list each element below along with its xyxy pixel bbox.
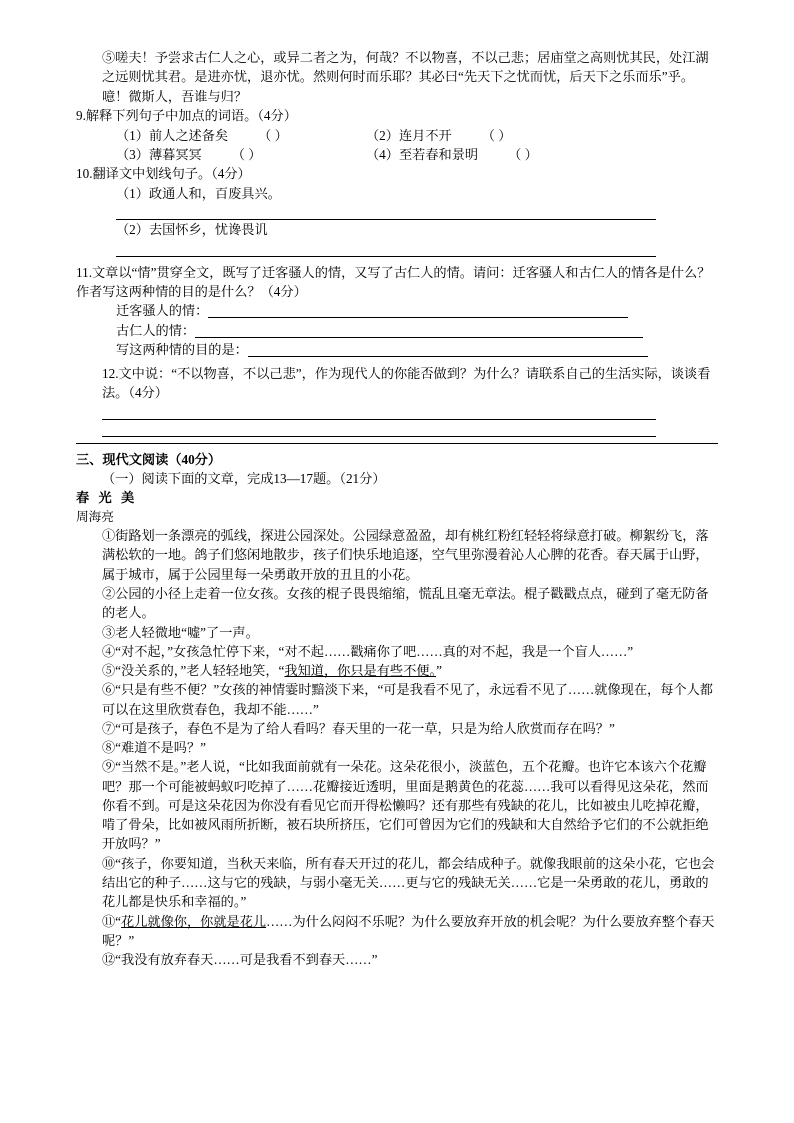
q9-item-1-paren[interactable]: （ ） (258, 127, 288, 143)
document-body (76, 48, 718, 969)
article-paragraph-3: ③老人轻微地“嘘”了一声。 (102, 624, 259, 640)
article-paragraph-7: ⑦“可是孩子，春色不是为了给人看吗？春天里的一花一草，只是为给人欣赏而存在吗？” (102, 720, 615, 736)
question-12-stem: 12.文中说：“不以物喜，不以己悲”，作为现代人的你能否做到？为什么？请联系自己的生活实际，谈谈看法。（4分） (102, 365, 711, 401)
q12-answer-line-2[interactable] (102, 421, 656, 437)
q11-field-1-line[interactable] (208, 304, 628, 318)
q11-field-2-line[interactable] (195, 324, 643, 338)
article-paragraph-9: ⑨“当然不是。”老人说，“比如我面前就有一朵花。这朵花很小，淡蓝色，五个花瓣。也许它本该六个花瓣吧？那一个可能被蚂蚁叼吃掉了……花瓣接近透明，里面是鹅黄色的花蕊……我可以看得见这朵花，然而你看不到。可是这朵花因为你没有看见它而开得松懒吗？还有那些有残缺的花儿，比如被虫儿吃掉花瓣，啃了骨朵，比如被风雨所折断，被石块所挤压，它们可曾因为它们的残缺和大自然给予它们的不公就拒绝开放吗？” (102, 759, 709, 852)
section-3-title: 三、现代文阅读（40分） (76, 451, 222, 467)
question-10-stem: 10.翻译文中划线句子。（4分） (76, 166, 251, 182)
section-divider (76, 443, 718, 444)
article-paragraph-12: ⑫“我没有放弃春天……可是我看不到春天……” (102, 952, 378, 968)
q10-item-1: （1）政通人和，百废具兴。 (116, 185, 281, 201)
q11-field-1 (76, 301, 718, 320)
question-9-stem: 9.解释下列句子中加点的词语。（4分） (76, 108, 297, 124)
q11-field-3 (76, 340, 718, 359)
article-paragraph-6: ⑥“只是有些不便？”女孩的神情霎时黯淡下来，“可是我看不见了，永远看不见了……就像现在，每个人都可以在这里欣赏春色，我却不能……” (102, 682, 713, 717)
q9-item-2-label: （2）连月不开 (366, 127, 452, 143)
classical-passage-q8: ⑤嗟夫！予尝求古仁人之心，或异二者之为，何哉？不以物喜，不以己悲；居庙堂之高则忧其民，处江湖之远则忧其君。是进亦忧，退亦忧。然则何时而乐耶？其必曰“先天下之忧而忧，后天下之乐而乐”乎。噫！微斯人，吾谁与归？ (102, 50, 709, 104)
article-paragraph-10: ⑩“孩子，你要知道，当秋天来临，所有春天开过的花儿，都会结成种子。就像我眼前的这朵小花，它也会结出它的种子……这与它的残缺，与弱小毫无关……更与它的残缺无关……它是一朵勇敢的花儿，勇敢的花儿都是快乐和幸福的。” (102, 855, 715, 910)
underlined-sentence-2: 花儿就像你，你就是花儿 (121, 913, 267, 929)
question-9-row-2 (76, 145, 718, 164)
article-paragraph-2: ②公园的小径上走着一位女孩。女孩的棍子畏畏缩缩，慌乱且毫无章法。棍子戳戳点点，碰到了毫无防备的老人。 (102, 586, 709, 621)
underlined-sentence-1: 我知道，你只是有些不便。 (284, 663, 437, 679)
q11-field-3-label: 写这两种情的目的是： (116, 342, 248, 358)
question-11-stem: 11.文章以“情”贯穿全文，既写了迁客骚人的情，又写了古仁人的情。请问：迁客骚人和古仁人的情各是什么？作者写这两种情的目的是什么？（4分） (76, 264, 711, 300)
q9-item-4-label: （4）至若春和景明 (366, 147, 479, 163)
q9-item-4-paren[interactable]: （ ） (508, 147, 538, 163)
q9-item-3-paren[interactable]: （ ） (231, 147, 262, 163)
q11-field-2-label: 古仁人的情： (116, 322, 196, 338)
article-paragraph-11: ⑪“花儿就像你，你就是花儿……为什么闷闷不乐呢？为什么要放弃开放的机会呢？为什么要放弃整个春天呢？” (102, 913, 715, 948)
article-title: 春 光 美 (76, 490, 138, 506)
q11-field-2 (76, 321, 718, 340)
q11-field-1-label: 迁客骚人的情： (116, 303, 209, 319)
question-9-row-1 (76, 126, 718, 145)
article-author: 周海亮 (76, 509, 114, 524)
q9-item-2-paren[interactable]: （ ） (481, 127, 512, 143)
q10-answer-line-2[interactable] (116, 241, 656, 257)
q10-item-2: （2）去国怀乡，忧谗畏讥 (116, 222, 268, 238)
q12-answer-line-1[interactable] (102, 404, 656, 420)
q9-item-3-label: （3）薄暮冥冥 (116, 147, 202, 163)
q9-item-1-label: （1）前人之述备矣 (116, 127, 229, 143)
article-paragraph-5: ⑤“没关系的，”老人轻轻地笑，“我知道，你只是有些不便。” (102, 663, 442, 679)
q10-answer-line-1[interactable] (116, 204, 656, 220)
article-paragraph-8: ⑧“难道不是吗？” (102, 740, 207, 756)
section-3-subtitle: （一）阅读下面的文章，完成13—17题。（21分） (102, 470, 386, 486)
article-paragraph-4: ④“对不起，”女孩急忙停下来，“对不起……戳痛你了吧……真的对不起，我是一个盲人……” (102, 643, 634, 659)
q11-field-3-line[interactable] (248, 343, 648, 357)
article-paragraph-1: ①街路划一条漂亮的弧线，探进公园深处。公园绿意盈盈，却有桃红粉红轻轻将绿意打破。柳絮纷飞，落满松软的一地。鸽子们悠闲地散步，孩子们快乐地追逐，空气里弥漫着沁人心脾的花香。春天属于山野，属于城市，属于公园里每一朵勇敢开放的丑且的小花。 (102, 528, 709, 582)
